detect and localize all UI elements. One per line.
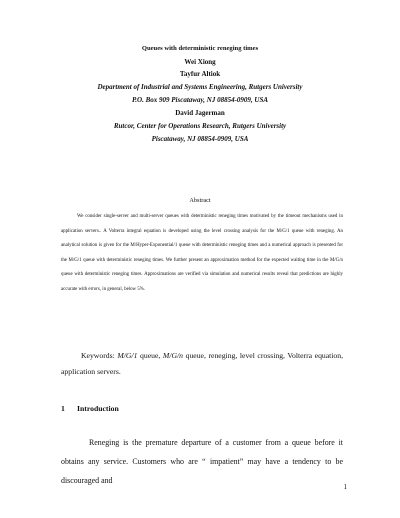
section-heading xyxy=(61,404,343,413)
keywords-label: Keywords: xyxy=(81,351,115,360)
author-name: David Jagerman xyxy=(175,109,225,117)
keyword-term: M/G/1 xyxy=(117,351,138,360)
section-number: 1 xyxy=(61,404,65,413)
abstract-heading: Abstract xyxy=(189,197,211,204)
affiliation-line: P.O. Box 909 Piscataway, NJ 08854-0909, USA xyxy=(131,96,269,104)
affiliation-line: Piscataway, NJ 08854-0909, USA xyxy=(151,135,249,143)
section-title: Introduction xyxy=(77,404,119,413)
keyword-text: queue, xyxy=(140,351,161,360)
paper-title: Queues with deterministic reneging times xyxy=(141,45,259,52)
keyword-term: M/G/n xyxy=(162,351,183,360)
affiliation-line: Department of Industrial and Systems Engineering, Rutgers University xyxy=(97,83,303,91)
intro-paragraph: Reneging is the premature departure of a customer from a queue before it obtains any service. Customers who are “ impatient” may have a tendency to be discouraged and xyxy=(61,438,343,485)
page-number: 1 xyxy=(343,483,347,491)
keywords-paragraph xyxy=(61,348,343,379)
affiliation-line: Rutcor, Center for Operations Research, Rutgers University xyxy=(113,122,287,130)
author-name: Wei Xiong xyxy=(184,58,216,66)
author-name: Tayfur Altiok xyxy=(179,70,221,78)
abstract-body: We consider single-server and multi-server queues with deterministic reneging times motivated by the timeout mechanisms used in application servers.. A Volterra integral equation is developed using the level crossing analysis for the M/G/1 queue with reneging. An analytical solution is given for the M/Hyper-Exponential/1 queue with deterministic reneging times and a numerical approach is presented for the M/G/1 queue with deterministic reneging times. We further present an approximation method for the expected waiting time in the M/G/n queue with deterministic reneging times. Approximations are verified via simulation and numerical results reveal that predictions are highly accurate with errors, in general, below 5%. xyxy=(61,214,343,292)
keyword-text: queue, reneging, level crossing, Volterra equation, application servers. xyxy=(61,351,344,376)
